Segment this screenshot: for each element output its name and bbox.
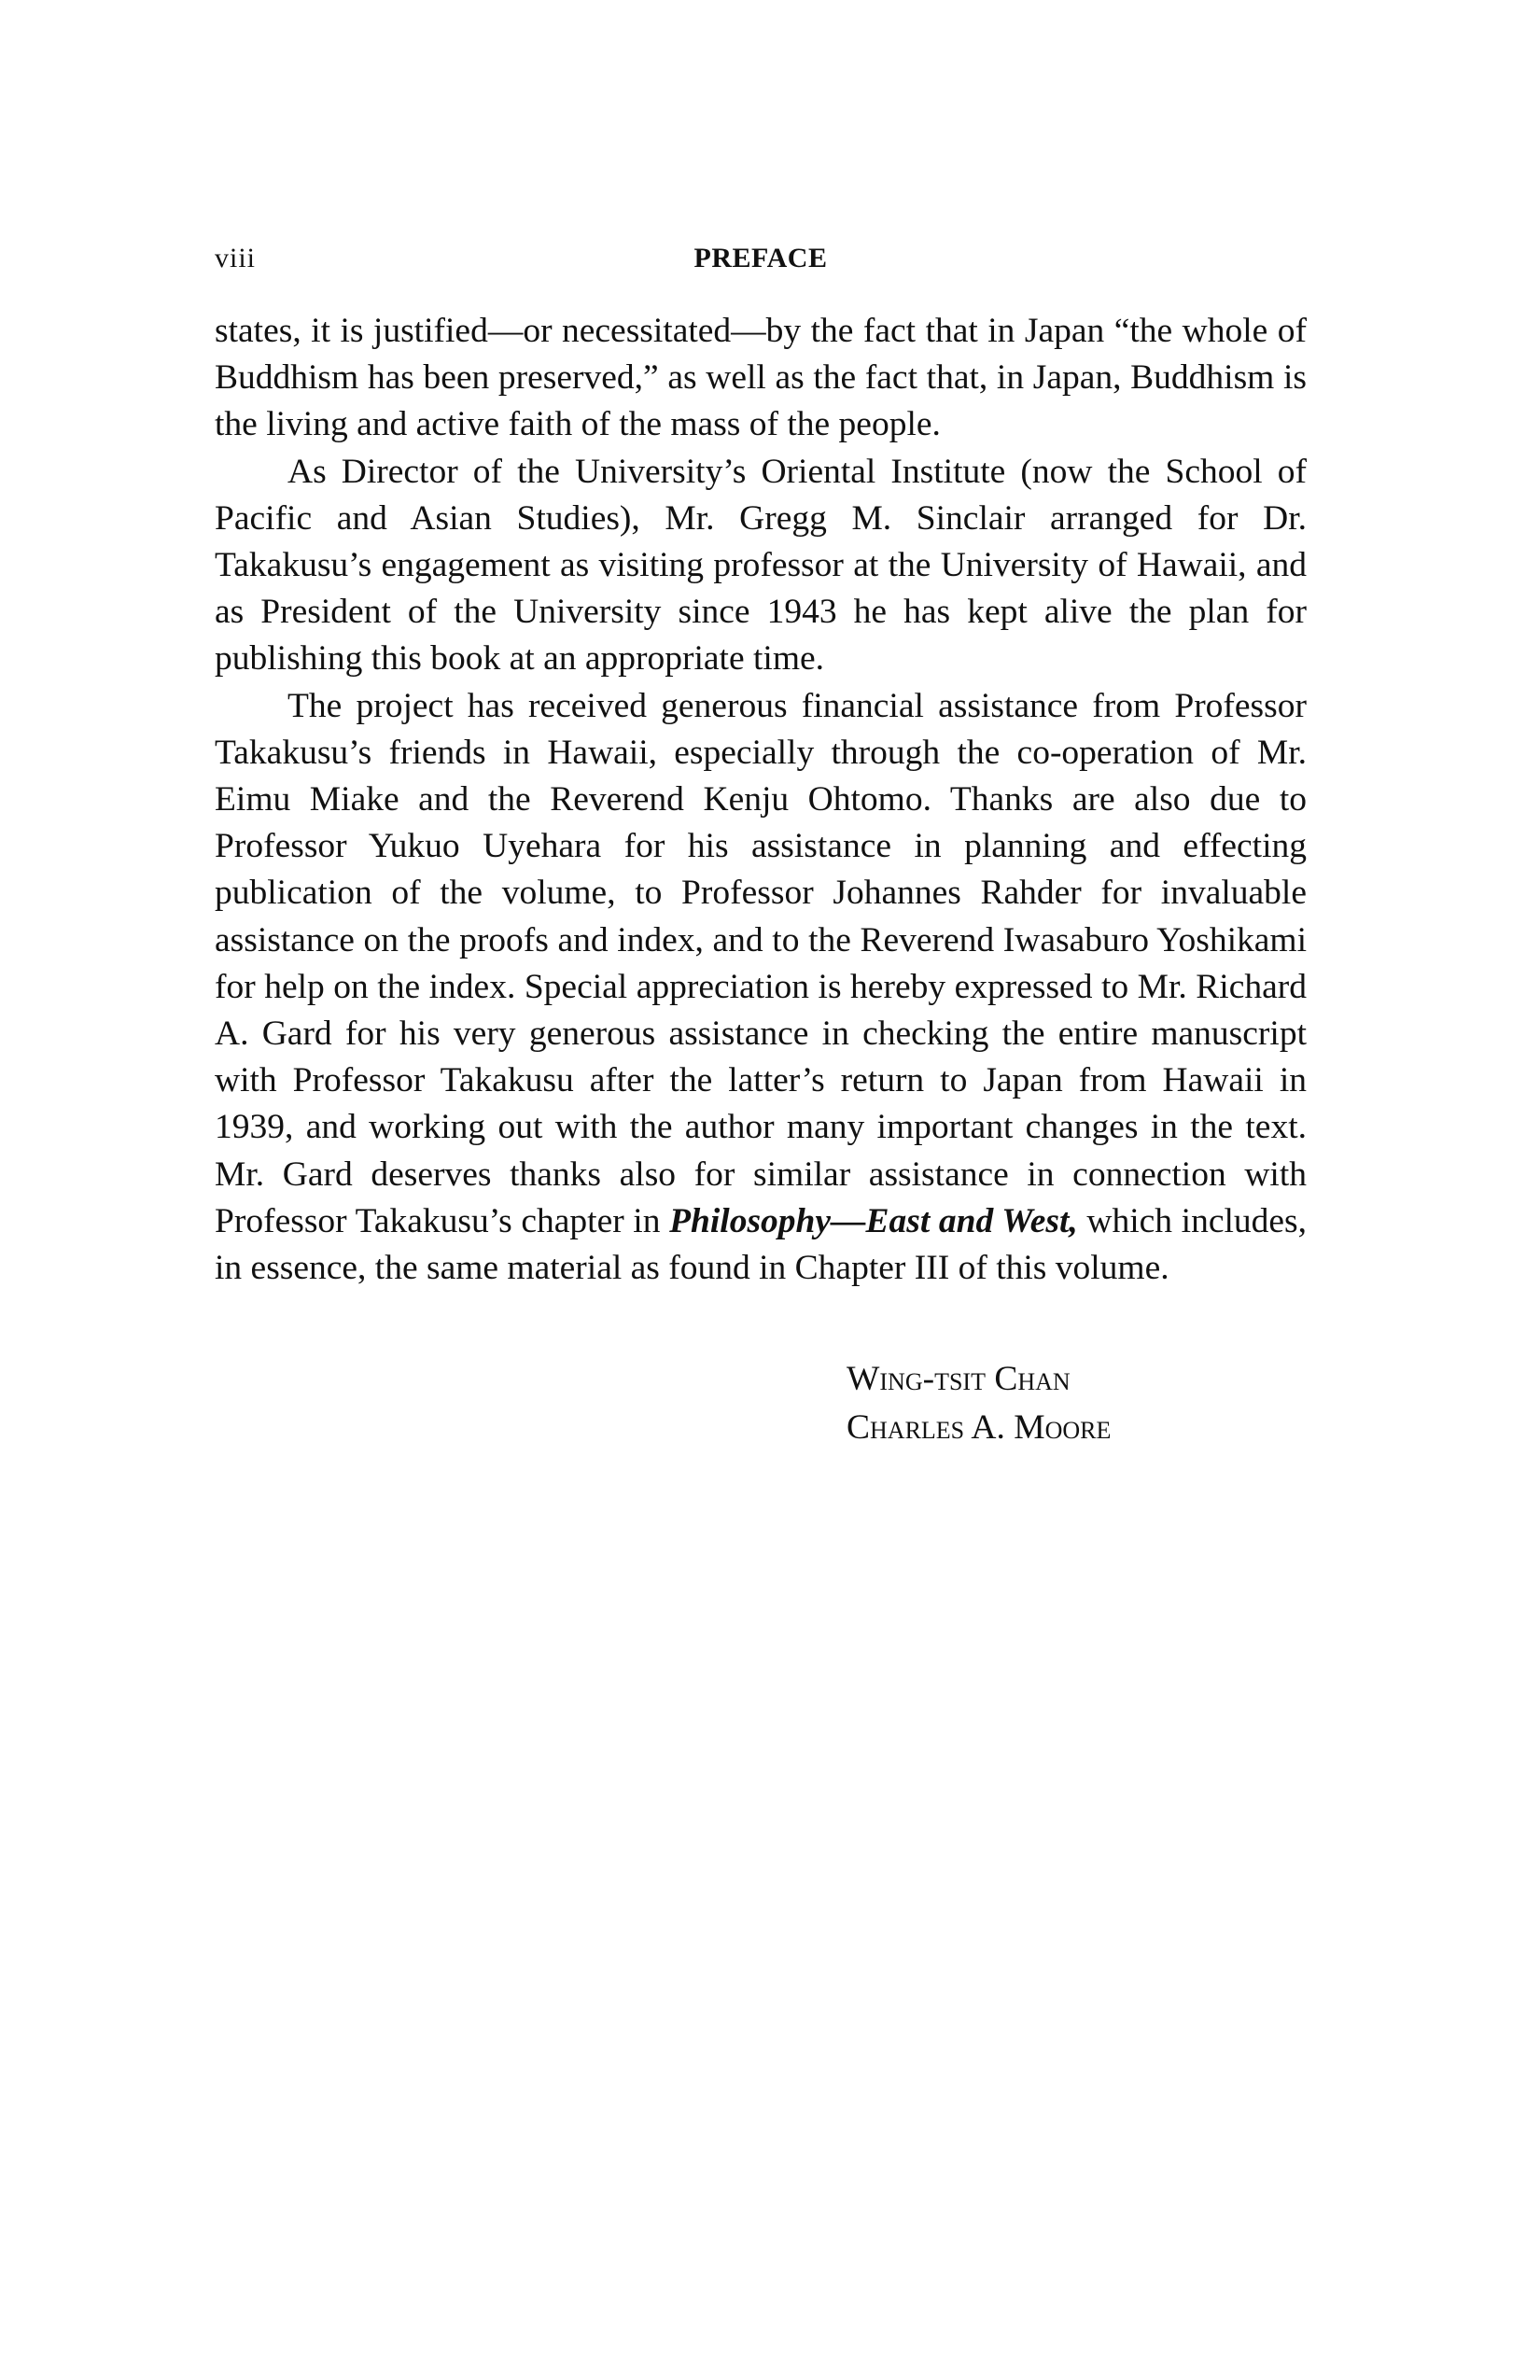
running-head-title: PREFACE: [693, 243, 828, 273]
paragraph-acknowledgments: [215, 683, 1307, 1293]
book-page: [215, 224, 1307, 1452]
paragraph-continued: states, it is justified—or necessitated—by the fact that in Japan “the whole of Buddhism has been preserved,” as well as the fact that, in Japan, Buddhism is the living and active faith of the mass of the people.: [215, 312, 1307, 444]
running-head: [215, 224, 1307, 280]
page-number: viii: [215, 243, 257, 273]
acknowledgments-text: The project has received generous financial assistance from Professor Takakusu’s friends in Hawaii, especially through the co-operation of Mr. Eimu Miake and the Reverend Kenju Ohtomo. Thanks are also due to Professor Yukuo Uyehara for his assistance in planning and effecting publication of the volume, to Professor Johannes Rahder for invaluable assistance on the proofs and index, and to the Reverend Iwasaburo Yoshikami for help on the index. Special appreciation is hereby expressed to Mr. Richard A. Gard for his very generous assistance in checking the entire manuscript with Professor Takakusu after the latter’s return to Japan from Hawaii in 1939, and working out with the author many important changes in the text. Mr. Gard deserves thanks also for similar assistance in connection with Professor Takakusu’s chapter in: [215, 686, 1307, 1240]
signature-moore: Charles A. Moore: [847, 1408, 1112, 1448]
book-title-italic: Philosophy—East and West,: [669, 1201, 1078, 1240]
signature-chan: Wing-tsit Chan: [847, 1360, 1071, 1399]
preface-body: [215, 308, 1307, 1292]
signature-block: [847, 1355, 1307, 1452]
acknowledgments-text-end: which includes, in essence, the same material as found in Chapter III of this volume.: [215, 1201, 1307, 1288]
paragraph-director: As Director of the University’s Oriental Institute (now the School of Pacific and Asian Studies), Mr. Gregg M. Sinclair arranged for Dr. Takakusu’s engagement as visiting professor at the University of Hawaii, and as President of the University since 1943 he has kept alive the plan for publishing this book at an appropriate time.: [215, 452, 1307, 679]
